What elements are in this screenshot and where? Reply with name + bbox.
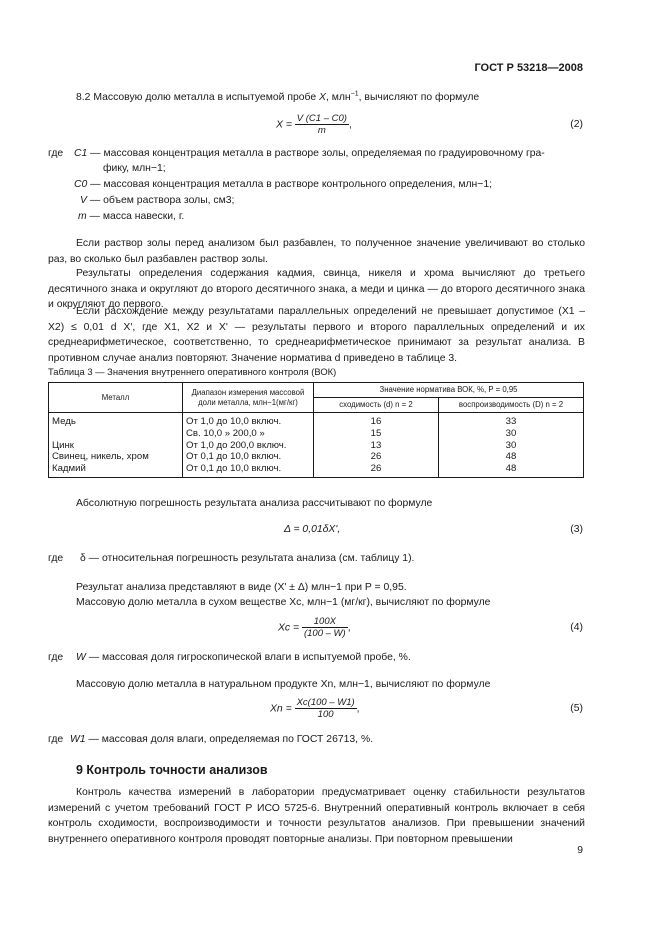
section-9-title: 9 Контроль точности анализов — [76, 763, 268, 777]
cell-range: От 1,0 до 200,0 включ. — [183, 440, 314, 452]
cell-metal: Цинк — [49, 440, 183, 452]
definition-w1: W1 — массовая доля влаги, определяемая по ГОСТ 26713, %. — [70, 734, 374, 745]
table-row — [49, 451, 584, 463]
definition-c1-cont: фику, млн−1; — [103, 163, 166, 174]
table-header-reproducibility: воспроизводимость (D) n = 2 — [439, 398, 584, 413]
cell-D: 48 — [439, 451, 584, 463]
paragraph-discrepancy: Если расхождение между результатами параллельных определений не превышает допустимое (X1 – X2) ≤ 0,01 d X', где X1, X2 и X' — результаты первого и второго параллельных определений и их среднеарифметическое, соответственно, то среднеарифметическое принимают за результат анализа. В противном случае анализ повторяют. Значение норматива d приведено в таблице 3. — [48, 306, 585, 364]
section-8-2-intro: 8.2 Массовую долю металла в испытуемой пробе X, млн$^{-1}$, вычисляют по формуле — [76, 90, 480, 103]
table-row — [49, 413, 584, 428]
page-number: 9 — [577, 845, 583, 856]
formula-3: Δ = 0,01δX', — [284, 524, 341, 535]
table-header-convergence: сходимость (d) n = 2 — [314, 398, 439, 413]
table-row — [49, 440, 584, 452]
paragraph-rounding: Результаты определения содержания кадмия, свинца, никеля и хрома вычисляют до третьего десятичного знака и округляют до второго десятичного знака, а меди и цинка — до второго десятичного знака и округляют до первого. — [48, 268, 585, 310]
cell-d: 26 — [314, 463, 439, 477]
cell-metal: Свинец, никель, хром — [49, 451, 183, 463]
equation-number-5: (5) — [570, 703, 583, 714]
formula-2-numerator: V (C1 – C0) — [296, 113, 347, 124]
table-header-range: Диапазон измерения массовой доли металла, млн−1(мг/кг) — [183, 383, 314, 413]
paragraph-dry-mass: Массовую долю металла в сухом веществе Xc, млн−1 (мг/кг), вычисляют по формуле — [76, 597, 491, 608]
cell-metal: Медь — [49, 413, 183, 428]
where-label-4: где — [48, 652, 64, 663]
table-header-norm: Значение норматива ВОК, %, P = 0,95 — [314, 383, 584, 398]
cell-d: 26 — [314, 451, 439, 463]
formula-2: X = $\frac{V (C1 - C0)}{m}$ , — [276, 113, 352, 136]
cell-d: 13 — [314, 440, 439, 452]
where-label: где — [48, 148, 64, 159]
cell-metal: Кадмий — [49, 463, 183, 477]
table-row — [49, 428, 584, 440]
cell-range: От 0,1 до 10,0 включ. — [183, 451, 314, 463]
table-3 — [48, 382, 584, 478]
table-header-metal: Металл — [49, 383, 183, 413]
cell-d: 15 — [314, 428, 439, 440]
paragraph-natural: Массовую долю металла в натуральном продукте Xn, млн−1, вычисляют по формуле — [76, 679, 491, 690]
formula-5: Xn = $\frac{Xc(100 - W1)}{100}$ , — [270, 697, 360, 720]
equation-number-3: (3) — [570, 524, 583, 535]
equation-number-2: (2) — [570, 119, 583, 130]
cell-range: От 1,0 до 10,0 включ. — [183, 413, 314, 428]
cell-D: 30 — [439, 428, 584, 440]
formula-5-numerator: Xc(100 – W1) — [296, 697, 355, 708]
cell-D: 33 — [439, 413, 584, 428]
paragraph-dilution: Если раствор золы перед анализом был разбавлен, то полученное значение увеличивают во столько раз, во сколько был разбавлен раствор золы. — [48, 238, 585, 265]
definition-delta: δ — относительная погрешность результата анализа (см. таблицу 1). — [80, 553, 415, 564]
cell-range: От 0,1 до 10,0 включ. — [183, 463, 314, 477]
cell-metal — [49, 428, 183, 440]
where-label-5: где — [48, 734, 64, 745]
definition-v: V — объем раствора золы, см3; — [80, 195, 235, 206]
definition-c1: C1 — массовая концентрация металла в растворе золы, определяемая по градуировочному гра- — [74, 148, 545, 159]
paragraph-abs-error: Абсолютную погрешность результата анализа рассчитывают по формуле — [76, 498, 433, 509]
cell-range: Св. 10,0 » 200,0 » — [183, 428, 314, 440]
formula-5-denominator: 100 — [317, 709, 334, 720]
cell-D: 30 — [439, 440, 584, 452]
equation-number-4: (4) — [570, 622, 583, 633]
document-header: ГОСТ Р 53218—2008 — [474, 62, 583, 74]
paragraph-present: Результат анализа представляют в виде (X' ± Δ) млн−1 при P = 0,95. — [76, 582, 407, 593]
where-label-3: где — [48, 553, 64, 564]
formula-4-numerator: 100X — [302, 616, 348, 628]
formula-4-denominator: (100 – W) — [303, 628, 346, 639]
table-3-caption: Таблица 3 — Значения внутреннего оперативного контроля (ВОК) — [48, 366, 337, 377]
cell-d: 16 — [314, 413, 439, 428]
paragraph-quality-control: Контроль качества измерений в лаборатории предусматривает оценку стабильности результатов измерений с учетом требований ГОСТ Р ИСО 5725-6. Внутренний оперативный контроль включает в себя контроль сходимости, воспроизводимости и точности результатов анализов. При превышении значений внутреннего оперативного контроля проводят повторные анализы. При повторном превышении — [48, 787, 585, 845]
definition-m: m — масса навески, г. — [78, 211, 185, 222]
definition-w: W — массовая доля гигроскопической влаги в испытуемой пробе, %. — [76, 652, 411, 663]
cell-D: 48 — [439, 463, 584, 477]
definition-c0: C0 — массовая концентрация металла в растворе контрольного определения, млн−1; — [74, 179, 492, 190]
table-row — [49, 463, 584, 477]
formula-2-denominator: m — [317, 125, 326, 136]
formula-4: Xc = $\frac{100X}{(100 - W)}$ , — [278, 616, 351, 639]
